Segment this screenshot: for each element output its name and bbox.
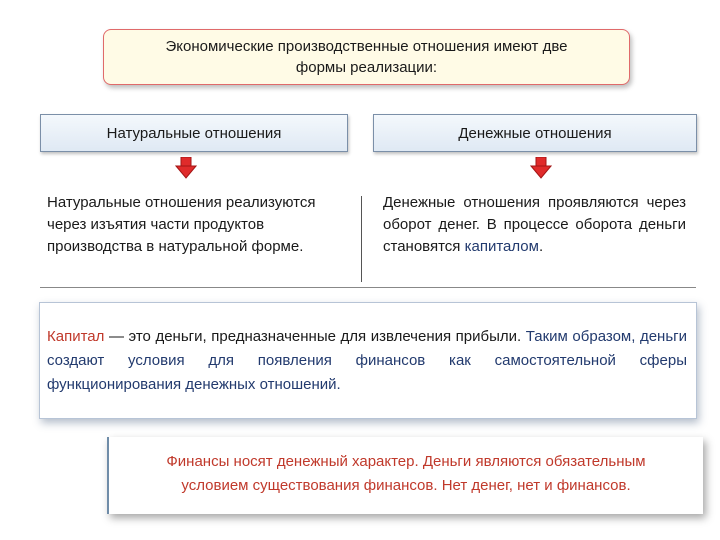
natural-relations-header bbox=[40, 114, 348, 152]
capital-definition: это деньги, предназначенные для извлечения прибыли. bbox=[128, 328, 526, 345]
title-line-1: Экономические производственные отношения имеют две bbox=[165, 38, 568, 55]
natural-relations-header-label: Натуральные отношения bbox=[106, 124, 282, 142]
finance-note-box bbox=[107, 437, 703, 514]
section-divider bbox=[40, 287, 696, 288]
title-text bbox=[165, 36, 567, 78]
monetary-relations-header-label: Денежные отношения bbox=[458, 124, 612, 142]
capital-dash: — bbox=[104, 328, 129, 345]
capital-highlight: капиталом bbox=[464, 238, 539, 255]
monetary-relations-header bbox=[373, 114, 697, 152]
monetary-description-text: Денежные отношения проявляются через оборот денег. В процессе оборота деньги становятся bbox=[383, 194, 686, 255]
title-box bbox=[103, 29, 630, 85]
column-divider bbox=[361, 196, 362, 282]
capital-definition-box bbox=[39, 302, 697, 419]
monetary-relations-description bbox=[383, 192, 686, 258]
natural-relations-description: Натуральные отношения реализуются через изъятия части продуктов производства в натуральной форме. bbox=[47, 194, 316, 255]
capital-conclusion: Таким образом, деньги создают условия для появления финансов как самостоятельной сферы функционирования денежных отношений. bbox=[47, 328, 688, 393]
arrow-down-icon bbox=[175, 157, 197, 179]
title-line-2: формы реализации: bbox=[295, 59, 438, 76]
capital-term: Капитал bbox=[47, 328, 105, 345]
monetary-description-end: . bbox=[538, 238, 544, 255]
arrow-down-icon bbox=[530, 157, 552, 179]
finance-line-1: Финансы носят денежный характер. Деньги являются обязательным bbox=[166, 453, 646, 470]
finance-line-2: условием существования финансов. Нет денег, нет и финансов. bbox=[181, 477, 631, 494]
